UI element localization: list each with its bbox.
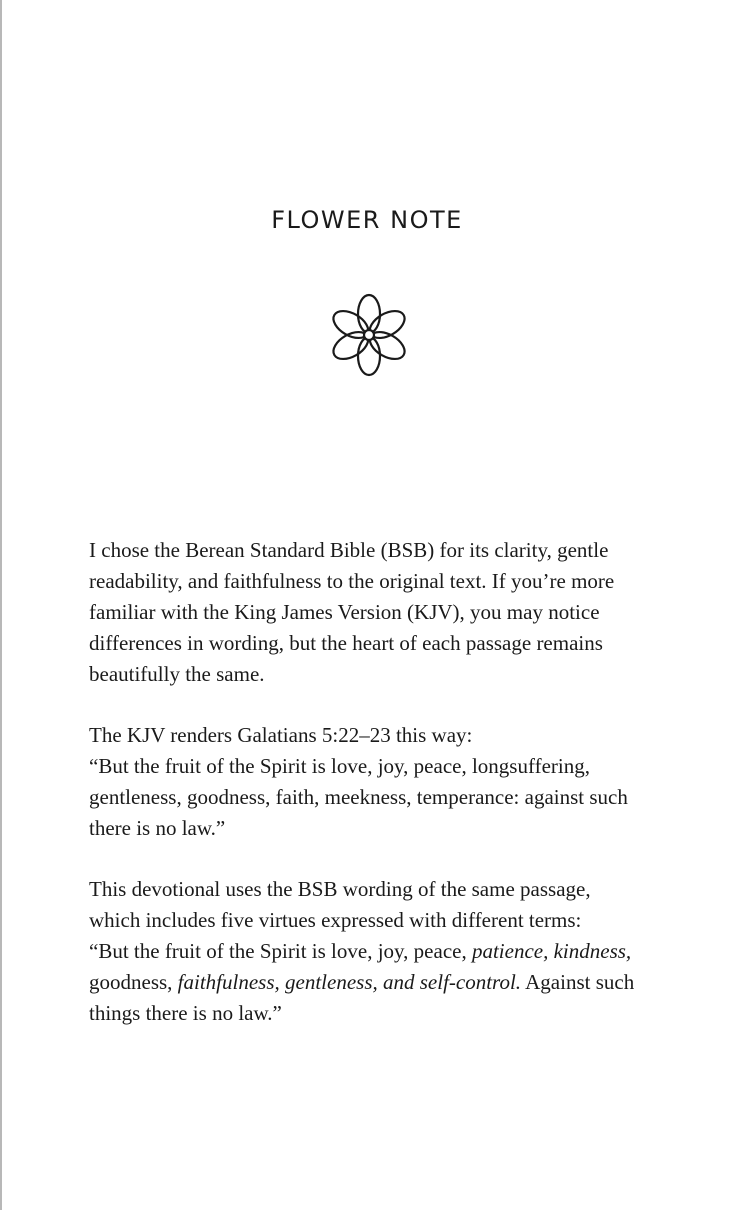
text-line: things there is no law.” <box>89 1001 282 1025</box>
text-line: beautifully the same. <box>89 662 265 686</box>
paragraph-bsb-quote <box>89 874 659 1029</box>
text-line <box>89 936 659 967</box>
text-line: I chose the Berean Standard Bible (BSB) for its clarity, gentle <box>89 538 609 562</box>
page-edge <box>0 0 2 1210</box>
text-italic: patience, kindness, <box>471 939 632 963</box>
text-line: familiar with the King James Version (KJV), you may notice <box>89 600 600 624</box>
text-line: “But the fruit of the Spirit is love, joy, peace, longsuffering, <box>89 754 590 778</box>
note-body <box>89 535 659 1029</box>
text-line: readability, and faithfulness to the original text. If you’re more <box>89 569 615 593</box>
text-italic: faithfulness, gentleness, and self-control. <box>177 970 522 994</box>
text-line: The KJV renders Galatians 5:22–23 this way: <box>89 723 473 747</box>
text-line: which includes five virtues expressed with different terms: <box>89 908 582 932</box>
text-plain: “But the fruit of the Spirit is love, joy, peace, <box>89 939 472 963</box>
text-line: This devotional uses the BSB wording of the same passage, <box>89 877 591 901</box>
paragraph-kjv-quote <box>89 720 659 844</box>
text-line: there is no law.” <box>89 816 226 840</box>
flower-icon <box>325 291 413 379</box>
text-line <box>89 967 659 998</box>
page-title: FLOWER NOTE <box>271 206 463 234</box>
text-plain: Against such <box>521 970 635 994</box>
text-plain: goodness, <box>89 970 178 994</box>
text-line: gentleness, goodness, faith, meekness, temperance: against such <box>89 785 628 809</box>
text-line: differences in wording, but the heart of each passage remains <box>89 631 603 655</box>
paragraph-translation-choice <box>89 535 659 690</box>
